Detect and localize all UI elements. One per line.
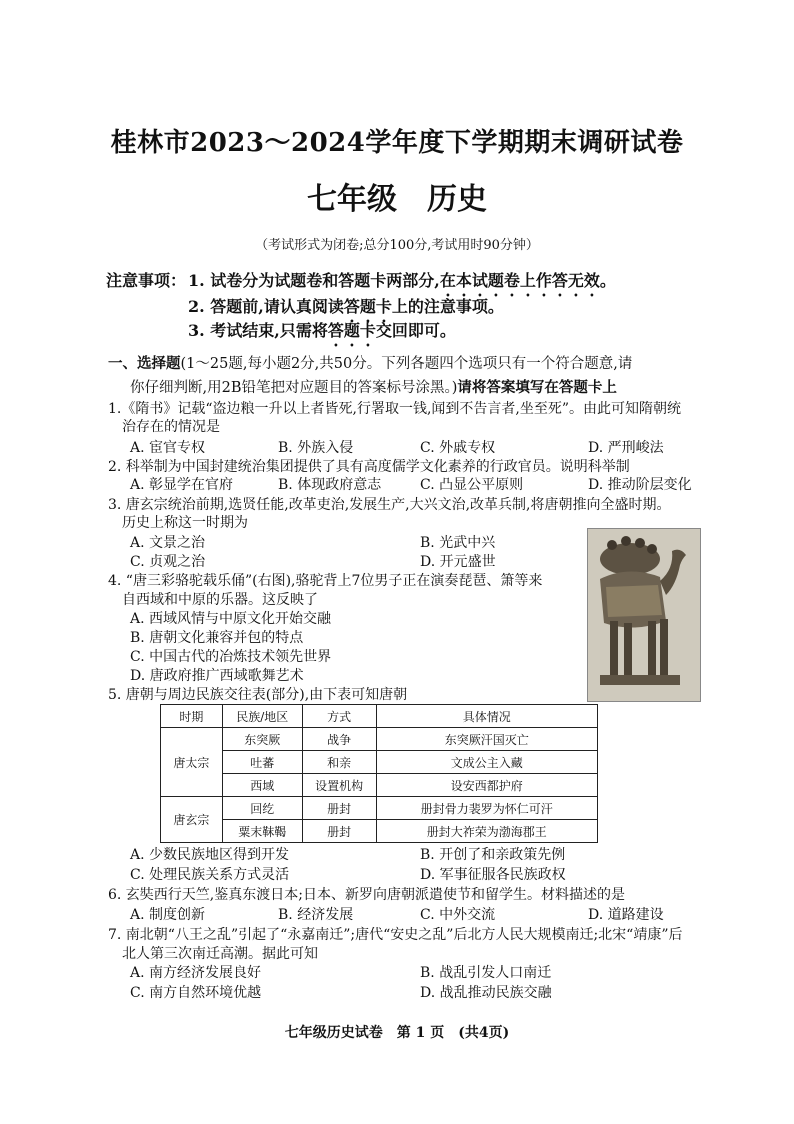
q3-option-c[interactable]: C. 贞观之治	[130, 554, 206, 570]
ethnic-relations-table	[160, 704, 598, 843]
question-3-stem: 3. 唐玄宗统治前期,选贤任能,改革吏治,发展生产,大兴文治,改革兵制,将唐朝推向全盛时期。	[108, 497, 671, 513]
table-cell: 册封骨力裴罗为怀仁可汗	[376, 797, 597, 820]
table-cell: 和亲	[302, 751, 376, 774]
notice-item-1: 1. 试卷分为试题卷和答题卡两部分,在本试题卷上作答无效。	[188, 271, 616, 290]
q3-option-d[interactable]: D. 开元盛世	[420, 554, 496, 570]
table-cell: 东突厥	[222, 728, 302, 751]
q1-option-a[interactable]: A. 宦官专权	[130, 440, 206, 456]
q2-option-b[interactable]: B. 体现政府意志	[278, 477, 382, 493]
q6-option-c[interactable]: C. 中外交流	[420, 907, 496, 923]
q4-option-a[interactable]: A. 西域风情与中原文化开始交融	[130, 611, 332, 627]
table-cell: 册封	[302, 820, 376, 843]
q5-option-c[interactable]: C. 处理民族关系方式灵活	[130, 867, 290, 883]
table-cell: 吐蕃	[222, 751, 302, 774]
table-cell: 设安西都护府	[376, 774, 597, 797]
table-period-cell: 唐玄宗	[161, 797, 223, 843]
question-5-stem: 5. 唐朝与周边民族交往表(部分),由下表可知唐朝	[108, 687, 408, 703]
exam-subtitle: 七年级 历史	[307, 182, 487, 217]
table-header-cell: 时期	[161, 705, 223, 728]
q4-option-c[interactable]: C. 中国古代的冶炼技术领先世界	[130, 649, 332, 665]
q3-option-a[interactable]: A. 文景之治	[130, 535, 206, 551]
table-header-cell: 方式	[302, 705, 376, 728]
q7-option-c[interactable]: C. 南方自然环境优越	[130, 985, 262, 1001]
tang-sancai-camel-image	[587, 528, 701, 702]
q1-option-d[interactable]: D. 严刑峻法	[588, 440, 664, 456]
question-2-stem: 2. 科举制为中国封建统治集团提供了具有高度儒学文化素养的行政官员。说明科举制	[108, 459, 630, 475]
notice-item-2: 2. 答题前,请认真阅读答题卡上的注意事项。	[188, 297, 504, 316]
table-row	[161, 797, 598, 820]
table-header-row	[161, 705, 598, 728]
exam-title: 桂林市2023～2024学年度下学期期末调研试卷	[110, 128, 684, 158]
q1-option-c[interactable]: C. 外戚专权	[420, 440, 496, 456]
table-cell: 粟末靺鞨	[222, 820, 302, 843]
table-row	[161, 774, 598, 797]
q7-option-d[interactable]: D. 战乱推动民族交融	[420, 985, 552, 1001]
table-cell: 回纥	[222, 797, 302, 820]
table-row	[161, 820, 598, 843]
page-footer: 七年级历史试卷 第 1 页 (共4页)	[284, 1025, 510, 1041]
question-4-stem-cont: 自西域和中原的乐器。这反映了	[108, 592, 318, 608]
q2-option-d[interactable]: D. 推动阶层变化	[588, 477, 692, 493]
exam-info: （考试形式为闭卷;总分100分,考试用时90分钟）	[255, 238, 539, 253]
table-header-cell: 具体情况	[376, 705, 597, 728]
table-row	[161, 751, 598, 774]
question-1-stem: 1.《隋书》记载“盗边粮一升以上者皆死,行署取一钱,闻到不告言者,坐至死”。由此可知隋朝统	[108, 401, 682, 417]
question-4-stem: 4. “唐三彩骆驼载乐俑”(右图),骆驼背上7位男子正在演奏琵琶、箫等来	[108, 573, 543, 589]
table-period-cell: 唐太宗	[161, 728, 223, 797]
table-cell: 西域	[222, 774, 302, 797]
table-header-cell: 民族/地区	[222, 705, 302, 728]
table-row	[161, 728, 598, 751]
q5-option-d[interactable]: D. 军事征服各民族政权	[420, 867, 566, 883]
question-7-stem-cont: 北人第三次南迁高潮。据此可知	[108, 946, 318, 962]
q7-option-a[interactable]: A. 南方经济发展良好	[130, 965, 262, 981]
notice-label: 注意事项：	[106, 271, 187, 290]
table-cell: 东突厥汗国灭亡	[376, 728, 597, 751]
q1-option-b[interactable]: B. 外族入侵	[278, 440, 354, 456]
table-cell: 册封	[302, 797, 376, 820]
q5-option-b[interactable]: B. 开创了和亲政策先例	[420, 847, 566, 863]
q2-option-a[interactable]: A. 彰显学在官府	[130, 477, 234, 493]
section-heading-line1: 一、选择题(1～25题,每小题2分,共50分。下列各题四个选项只有一个符合题意,请	[108, 355, 633, 372]
question-3-stem-cont: 历史上称这一时期为	[108, 515, 248, 531]
q4-option-d[interactable]: D. 唐政府推广西域歌舞艺术	[130, 668, 304, 684]
table-cell: 册封大祚荣为渤海郡王	[376, 820, 597, 843]
notice-item-3: 3. 考试结束,只需将答题卡交回即可。	[188, 321, 456, 340]
section-heading-line2: 你仔细判断,用2B铅笔把对应题目的答案标号涂黑。)请将答案填写在答题卡上	[130, 379, 617, 396]
table-cell: 文成公主入藏	[376, 751, 597, 774]
table-cell: 战争	[302, 728, 376, 751]
q5-option-a[interactable]: A. 少数民族地区得到开发	[130, 847, 290, 863]
question-6-stem: 6. 玄奘西行天竺,鉴真东渡日本;日本、新罗向唐朝派遣使节和留学生。材料描述的是	[108, 887, 625, 903]
q6-option-b[interactable]: B. 经济发展	[278, 907, 354, 923]
q2-option-c[interactable]: C. 凸显公平原则	[420, 477, 524, 493]
q3-option-b[interactable]: B. 光武中兴	[420, 535, 496, 551]
question-1-stem-cont: 治存在的情况是	[108, 419, 220, 435]
q6-option-a[interactable]: A. 制度创新	[130, 907, 206, 923]
q7-option-b[interactable]: B. 战乱引发人口南迁	[420, 965, 552, 981]
table-cell: 设置机构	[302, 774, 376, 797]
question-7-stem: 7. 南北朝“八王之乱”引起了“永嘉南迁”;唐代“安史之乱”后北方人民大规模南迁;北宋“靖康”后	[108, 927, 683, 943]
q6-option-d[interactable]: D. 道路建设	[588, 907, 664, 923]
q4-option-b[interactable]: B. 唐朝文化兼容并包的特点	[130, 630, 304, 646]
